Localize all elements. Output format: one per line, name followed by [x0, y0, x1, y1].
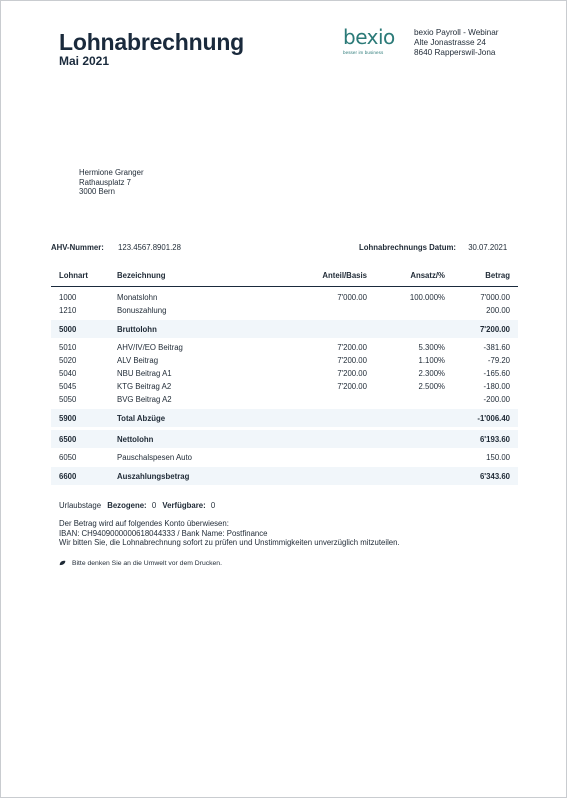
ahv-number: [51, 243, 181, 252]
row-basis: 7'200.00: [337, 382, 367, 391]
ahv-value: 123.4567.8901.28: [118, 243, 181, 252]
recipient-name: Hermione Granger: [79, 168, 144, 177]
row-label: Bonuszahlung: [117, 306, 167, 315]
subtotal-row: [51, 320, 518, 338]
logo-tagline: besser im business: [343, 50, 384, 55]
table-row: [51, 341, 518, 354]
leaf-icon: [59, 560, 66, 566]
row-amount: 6'193.60: [453, 430, 518, 448]
row-rate: 2.300%: [418, 369, 445, 378]
row-code: 5010: [59, 343, 77, 352]
row-amount: -1'006.40: [453, 409, 518, 427]
row-label: Bruttolohn: [109, 320, 279, 338]
row-rate: [375, 409, 453, 427]
row-code: 5050: [59, 395, 77, 404]
row-basis: [279, 393, 375, 406]
row-label: ALV Beitrag: [117, 356, 159, 365]
row-basis: 7'000.00: [337, 293, 367, 302]
row-code: 6050: [59, 453, 77, 462]
table-row: [51, 380, 518, 393]
row-amount: 7'200.00: [453, 320, 518, 338]
recipient-address: [79, 168, 144, 197]
table-row: [51, 393, 518, 406]
vacation-taken-label: Bezogene:: [107, 501, 147, 510]
period-subtitle: Mai 2021: [59, 54, 110, 68]
row-basis: [279, 304, 375, 317]
recipient-city: 3000 Bern: [79, 187, 115, 197]
date-value: 30.07.2021: [468, 243, 508, 252]
row-rate: 5.300%: [418, 343, 445, 352]
logo-word: bexio: [343, 25, 395, 49]
row-rate: [375, 304, 453, 317]
row-amount: -381.60: [483, 343, 510, 352]
row-label: NBU Beitrag A1: [117, 369, 172, 378]
row-label: KTG Beitrag A2: [117, 382, 172, 391]
company-name: bexio Payroll - Webinar: [414, 28, 499, 37]
row-code: 5020: [59, 356, 77, 365]
table-header-row: [51, 267, 518, 287]
row-label: Total Abzüge: [109, 409, 279, 427]
company-city: 8640 Rapperswil-Jona: [414, 48, 496, 57]
row-rate: [375, 467, 453, 485]
row-code: 5900: [51, 409, 109, 427]
table-row: [51, 304, 518, 317]
row-rate: 2.500%: [418, 382, 445, 391]
table-row: [51, 367, 518, 380]
row-basis: [279, 467, 375, 485]
date-label: Lohnabrechnungs Datum:: [359, 243, 457, 252]
recipient-street: Rathausplatz 7: [79, 177, 132, 187]
row-amount: 200.00: [486, 306, 510, 315]
col-header-betrag: Betrag: [453, 267, 518, 287]
payment-intro: Der Betrag wird auf folgendes Konto überwiesen:: [59, 519, 229, 528]
row-basis: [279, 409, 375, 427]
row-rate: [375, 451, 453, 464]
row-rate: 1.100%: [418, 356, 445, 365]
eco-note: [59, 560, 222, 567]
page-title: Lohnabrechnung: [59, 29, 245, 55]
row-label: BVG Beitrag A2: [117, 395, 172, 404]
eco-note-text: Bitte denken Sie an die Umwelt vor dem Drucken.: [72, 560, 222, 567]
table-row: [51, 354, 518, 367]
row-amount: -165.60: [483, 369, 510, 378]
subtotal-row: [51, 430, 518, 448]
company-address: [414, 28, 499, 58]
row-amount: 150.00: [486, 453, 510, 462]
row-code: 6600: [51, 467, 109, 485]
vacation-available-value: 0: [210, 501, 216, 510]
total-row: [51, 467, 518, 485]
row-amount: -79.20: [487, 356, 510, 365]
row-basis: [279, 320, 375, 338]
row-basis: [279, 430, 375, 448]
row-amount: 7'000.00: [480, 293, 510, 302]
vacation-days: [59, 501, 215, 510]
row-label: Pauschalspesen Auto: [117, 453, 192, 462]
row-amount: -180.00: [483, 382, 510, 391]
row-label: Auszahlungsbetrag: [109, 467, 279, 485]
col-header-anteil: Anteil/Basis: [279, 267, 375, 287]
col-header-ansatz: Ansatz/%: [375, 267, 453, 287]
row-label: AHV/IV/EO Beitrag: [117, 343, 183, 352]
payslip-date: [359, 243, 507, 252]
table-row: [51, 291, 518, 304]
row-label: Nettolohn: [109, 430, 279, 448]
payment-notice: Wir bitten Sie, die Lohnabrechnung sofort zu prüfen und Unstimmigkeiten unverzüglich mitzuteilen.: [59, 538, 400, 548]
payslip-table: [51, 267, 518, 485]
row-code: 6500: [51, 430, 109, 448]
row-basis: 7'200.00: [337, 369, 367, 378]
table-row: [51, 451, 518, 464]
payment-iban: IBAN: CH9409000000618044333 / Bank Name: Postfinance: [59, 528, 268, 538]
row-basis: 7'200.00: [337, 356, 367, 365]
row-basis: 7'200.00: [337, 343, 367, 352]
row-code: 5000: [51, 320, 109, 338]
ahv-label: AHV-Nummer:: [51, 243, 104, 252]
row-code: 1210: [59, 306, 77, 315]
row-basis: [279, 451, 375, 464]
row-code: 1000: [59, 293, 77, 302]
row-rate: [375, 430, 453, 448]
subtotal-row: [51, 409, 518, 427]
company-street: Alte Jonastrasse 24: [414, 38, 486, 47]
row-rate: 100.000%: [409, 293, 445, 302]
col-header-bezeichnung: Bezeichnung: [109, 267, 279, 287]
vacation-label: Urlaubstage: [59, 501, 102, 510]
row-code: 5045: [59, 382, 77, 391]
row-rate: [375, 320, 453, 338]
row-label: Monatslohn: [117, 293, 158, 302]
row-rate: [375, 393, 453, 406]
col-header-lohnart: Lohnart: [51, 267, 109, 287]
company-logo: [343, 27, 407, 55]
vacation-taken-value: 0: [151, 501, 157, 510]
row-amount: -200.00: [483, 395, 510, 404]
vacation-available-label: Verfügbare:: [162, 501, 206, 510]
row-amount: 6'343.60: [453, 467, 518, 485]
payment-info: [59, 519, 400, 548]
row-code: 5040: [59, 369, 77, 378]
